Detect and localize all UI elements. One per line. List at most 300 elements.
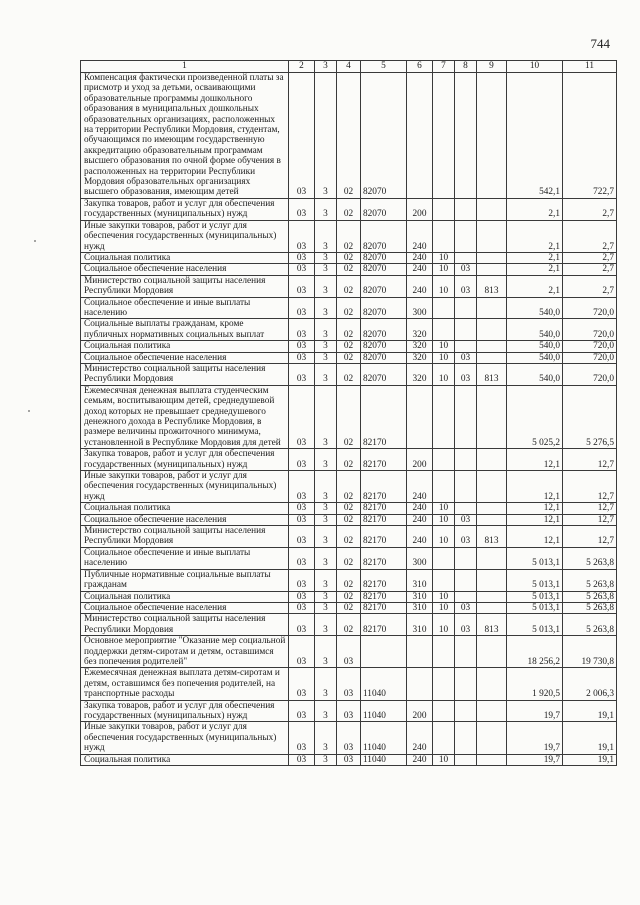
- row-c4: 02: [337, 252, 361, 263]
- row-c3: 3: [315, 503, 337, 514]
- row-c6: 240: [407, 275, 433, 297]
- row-c2: 03: [289, 700, 315, 722]
- row-c2: 03: [289, 668, 315, 700]
- row-c2: 03: [289, 722, 315, 754]
- row-c5: 82170: [361, 471, 407, 503]
- row-c4: 02: [337, 352, 361, 363]
- table-row: [81, 352, 617, 363]
- row-c5: 11040: [361, 722, 407, 754]
- row-c10: 5 013,1: [507, 547, 563, 569]
- row-c8: 03: [455, 602, 477, 613]
- row-c7: [433, 722, 455, 754]
- row-c5: 82170: [361, 614, 407, 636]
- table-body: [81, 73, 617, 766]
- row-c10: 12,1: [507, 514, 563, 525]
- row-c2: 03: [289, 449, 315, 471]
- row-c11: 12,7: [563, 471, 617, 503]
- row-c7: 10: [433, 341, 455, 352]
- row-c5: 82170: [361, 602, 407, 613]
- row-description: Компенсация фактически произведенной платы за присмотр и уход за детьми, осваивающими образовательные программы дошкольного образования в муниципальных дошкольных образовательных организациях, расположенных на территории Республики Мордовия, студентам, обучающимся по имеющим государственную аккредитацию образовательным программам высшего образования по очной форме обучения в расположенных на территории Республики Мордовия образовательных организациях высшего образования, имеющим детей: [81, 73, 289, 199]
- row-c4: 03: [337, 668, 361, 700]
- row-c3: 3: [315, 526, 337, 548]
- row-c8: [455, 73, 477, 199]
- row-c4: 03: [337, 636, 361, 668]
- row-c3: 3: [315, 275, 337, 297]
- header-cell: 4: [337, 61, 361, 73]
- row-c11: 720,0: [563, 341, 617, 352]
- row-c4: 02: [337, 591, 361, 602]
- row-c4: 02: [337, 385, 361, 448]
- row-c6: 310: [407, 591, 433, 602]
- row-c9: [477, 636, 507, 668]
- row-c2: 03: [289, 297, 315, 319]
- row-c7: [433, 198, 455, 220]
- table-row: [81, 668, 617, 700]
- row-c6: 240: [407, 754, 433, 765]
- header-row: [81, 61, 617, 73]
- row-c6: 240: [407, 264, 433, 275]
- row-c10: 540,0: [507, 352, 563, 363]
- table-row: [81, 363, 617, 385]
- table-row: [81, 547, 617, 569]
- row-c8: [455, 297, 477, 319]
- row-c10: 12,1: [507, 471, 563, 503]
- row-c11: 12,7: [563, 449, 617, 471]
- row-c3: 3: [315, 297, 337, 319]
- row-c5: 82070: [361, 363, 407, 385]
- header-cell: 8: [455, 61, 477, 73]
- scan-speck: [28, 410, 30, 412]
- row-c9: [477, 722, 507, 754]
- row-c2: 03: [289, 614, 315, 636]
- row-c3: 3: [315, 591, 337, 602]
- row-c10: 19,7: [507, 754, 563, 765]
- row-description: Ежемесячная денежная выплата детям-сиротам и детям, оставшимся без попечения родителей, на транспортные расходы: [81, 668, 289, 700]
- row-c9: [477, 569, 507, 591]
- row-c9: 813: [477, 526, 507, 548]
- budget-table: [80, 60, 617, 766]
- header-cell: 5: [361, 61, 407, 73]
- row-c9: [477, 297, 507, 319]
- row-c6: 310: [407, 614, 433, 636]
- row-c11: 5 276,5: [563, 385, 617, 448]
- row-c6: 200: [407, 449, 433, 471]
- row-c7: 10: [433, 352, 455, 363]
- header-cell: 3: [315, 61, 337, 73]
- row-c2: 03: [289, 264, 315, 275]
- row-c5: 82170: [361, 385, 407, 448]
- row-c11: 19,1: [563, 754, 617, 765]
- row-c5: 11040: [361, 668, 407, 700]
- row-c2: 03: [289, 385, 315, 448]
- row-description: Социальное обеспечение населения: [81, 602, 289, 613]
- row-c6: 320: [407, 352, 433, 363]
- row-c2: 03: [289, 602, 315, 613]
- row-c7: 10: [433, 363, 455, 385]
- row-c8: [455, 449, 477, 471]
- row-c9: [477, 668, 507, 700]
- row-c5: 11040: [361, 700, 407, 722]
- table-row: [81, 602, 617, 613]
- row-c4: 02: [337, 264, 361, 275]
- table-row: [81, 614, 617, 636]
- row-c10: 2,1: [507, 264, 563, 275]
- row-c8: 03: [455, 352, 477, 363]
- row-c9: [477, 220, 507, 252]
- row-c2: 03: [289, 754, 315, 765]
- row-description: Социальное обеспечение населения: [81, 514, 289, 525]
- row-c10: 19,7: [507, 700, 563, 722]
- row-c9: [477, 341, 507, 352]
- row-c4: 02: [337, 602, 361, 613]
- row-c6: 240: [407, 503, 433, 514]
- row-c3: 3: [315, 352, 337, 363]
- row-c11: 2,7: [563, 252, 617, 263]
- row-c4: 02: [337, 363, 361, 385]
- row-c3: 3: [315, 73, 337, 199]
- row-c4: 03: [337, 754, 361, 765]
- row-c2: 03: [289, 319, 315, 341]
- row-c9: [477, 252, 507, 263]
- row-c11: 12,7: [563, 514, 617, 525]
- page-number: 744: [590, 36, 610, 51]
- row-description: Министерство социальной защиты населения Республики Мордовия: [81, 363, 289, 385]
- row-description: Социальная политика: [81, 252, 289, 263]
- row-c9: [477, 754, 507, 765]
- row-c11: 720,0: [563, 297, 617, 319]
- row-description: Социальная политика: [81, 591, 289, 602]
- table-row: [81, 297, 617, 319]
- row-c3: 3: [315, 722, 337, 754]
- row-c9: [477, 352, 507, 363]
- row-description: Социальные выплаты гражданам, кроме публичных нормативных социальных выплат: [81, 319, 289, 341]
- row-c7: [433, 700, 455, 722]
- header-cell: 11: [563, 61, 617, 73]
- row-c10: 542,1: [507, 73, 563, 199]
- table-row: [81, 73, 617, 199]
- row-description: Иные закупки товаров, работ и услуг для обеспечения государственных (муниципальных) нужд: [81, 722, 289, 754]
- table-row: [81, 503, 617, 514]
- row-c7: 10: [433, 754, 455, 765]
- table-row: [81, 385, 617, 448]
- row-c7: 10: [433, 591, 455, 602]
- table-row: [81, 220, 617, 252]
- row-c2: 03: [289, 503, 315, 514]
- header-cell: 2: [289, 61, 315, 73]
- row-c8: [455, 591, 477, 602]
- row-c8: [455, 569, 477, 591]
- row-c10: 5 025,2: [507, 385, 563, 448]
- table-row: [81, 636, 617, 668]
- row-c2: 03: [289, 73, 315, 199]
- row-c3: 3: [315, 198, 337, 220]
- row-c7: 10: [433, 614, 455, 636]
- row-c4: 02: [337, 73, 361, 199]
- row-c11: 19 730,8: [563, 636, 617, 668]
- row-c2: 03: [289, 352, 315, 363]
- row-c6: 240: [407, 252, 433, 263]
- row-c8: [455, 198, 477, 220]
- row-c7: 10: [433, 503, 455, 514]
- row-c4: 02: [337, 526, 361, 548]
- row-c7: [433, 297, 455, 319]
- table-row: [81, 591, 617, 602]
- row-c3: 3: [315, 602, 337, 613]
- row-c11: 5 263,8: [563, 591, 617, 602]
- row-c5: 82170: [361, 514, 407, 525]
- row-c11: 720,0: [563, 363, 617, 385]
- row-c10: 2,1: [507, 252, 563, 263]
- table-row: [81, 252, 617, 263]
- row-c10: 2,1: [507, 198, 563, 220]
- row-description: Ежемесячная денежная выплата студенческим семьям, воспитывающим детей, среднедушевой доход которых не превышает среднедушевого денежного дохода в Республике Мордовия, в размере величины прожиточного минимума, установленной в Республике Мордовия для детей: [81, 385, 289, 448]
- row-c9: [477, 264, 507, 275]
- table-row: [81, 471, 617, 503]
- row-description: Социальное обеспечение и иные выплаты населению: [81, 547, 289, 569]
- row-c4: 02: [337, 449, 361, 471]
- row-c10: 540,0: [507, 319, 563, 341]
- row-c8: 03: [455, 526, 477, 548]
- row-c7: 10: [433, 602, 455, 613]
- row-c4: 02: [337, 341, 361, 352]
- row-c6: [407, 73, 433, 199]
- row-c10: 5 013,1: [507, 591, 563, 602]
- row-c9: 813: [477, 614, 507, 636]
- row-c6: [407, 636, 433, 668]
- table-row: [81, 319, 617, 341]
- row-c11: 12,7: [563, 526, 617, 548]
- row-c11: 12,7: [563, 503, 617, 514]
- row-c7: [433, 220, 455, 252]
- row-c7: 10: [433, 275, 455, 297]
- row-c8: [455, 636, 477, 668]
- row-c5: 82070: [361, 252, 407, 263]
- header-cell: 7: [433, 61, 455, 73]
- row-c8: [455, 722, 477, 754]
- row-description: Социальное обеспечение населения: [81, 264, 289, 275]
- row-description: Министерство социальной защиты населения Республики Мордовия: [81, 275, 289, 297]
- table-row: [81, 514, 617, 525]
- row-c5: 82170: [361, 503, 407, 514]
- table-row: [81, 264, 617, 275]
- row-c3: 3: [315, 252, 337, 263]
- table-row: [81, 700, 617, 722]
- row-c7: [433, 449, 455, 471]
- row-c5: 82170: [361, 526, 407, 548]
- row-c4: 02: [337, 220, 361, 252]
- row-c7: 10: [433, 526, 455, 548]
- row-c11: 2,7: [563, 198, 617, 220]
- scan-speck: [34, 240, 36, 242]
- row-c6: 240: [407, 722, 433, 754]
- row-c4: 03: [337, 700, 361, 722]
- row-c3: 3: [315, 569, 337, 591]
- row-c9: [477, 514, 507, 525]
- row-c10: 540,0: [507, 341, 563, 352]
- row-c7: 10: [433, 514, 455, 525]
- row-c5: 82070: [361, 352, 407, 363]
- row-c11: 722,7: [563, 73, 617, 199]
- row-c3: 3: [315, 319, 337, 341]
- row-description: Основное мероприятие "Оказание мер социальной поддержки детям-сиротам и детям, оставшимся без попечения родителей": [81, 636, 289, 668]
- header-cell: 6: [407, 61, 433, 73]
- row-c9: [477, 591, 507, 602]
- row-c3: 3: [315, 636, 337, 668]
- row-c8: [455, 668, 477, 700]
- row-description: Закупка товаров, работ и услуг для обеспечения государственных (муниципальных) нужд: [81, 198, 289, 220]
- row-c6: 240: [407, 514, 433, 525]
- row-c8: 03: [455, 614, 477, 636]
- row-c4: 02: [337, 297, 361, 319]
- row-c8: [455, 220, 477, 252]
- row-description: Закупка товаров, работ и услуг для обеспечения государственных (муниципальных) нужд: [81, 449, 289, 471]
- row-c5: 82070: [361, 73, 407, 199]
- row-c10: 540,0: [507, 363, 563, 385]
- row-c10: 2,1: [507, 275, 563, 297]
- row-description: Иные закупки товаров, работ и услуг для обеспечения государственных (муниципальных) нужд: [81, 471, 289, 503]
- row-c5: 82170: [361, 547, 407, 569]
- row-c7: [433, 471, 455, 503]
- row-c8: [455, 547, 477, 569]
- row-c7: 10: [433, 264, 455, 275]
- table-row: [81, 754, 617, 765]
- row-c8: [455, 700, 477, 722]
- row-c10: 19,7: [507, 722, 563, 754]
- row-c3: 3: [315, 220, 337, 252]
- row-c6: 240: [407, 220, 433, 252]
- row-c8: [455, 503, 477, 514]
- row-c4: 02: [337, 198, 361, 220]
- row-c10: 12,1: [507, 449, 563, 471]
- row-c10: 1 920,5: [507, 668, 563, 700]
- row-c4: 03: [337, 722, 361, 754]
- row-c4: 02: [337, 514, 361, 525]
- row-c7: [433, 569, 455, 591]
- table-row: [81, 449, 617, 471]
- row-c5: 82070: [361, 275, 407, 297]
- header-cell: 1: [81, 61, 289, 73]
- table-row: [81, 722, 617, 754]
- row-description: Социальное обеспечение населения: [81, 352, 289, 363]
- row-c5: 82170: [361, 569, 407, 591]
- row-c5: 82170: [361, 449, 407, 471]
- row-c11: 720,0: [563, 319, 617, 341]
- row-c11: 19,1: [563, 722, 617, 754]
- row-c9: [477, 198, 507, 220]
- row-c3: 3: [315, 614, 337, 636]
- row-c11: 720,0: [563, 352, 617, 363]
- row-c3: 3: [315, 668, 337, 700]
- row-c8: [455, 471, 477, 503]
- row-c4: 02: [337, 547, 361, 569]
- row-c9: [477, 471, 507, 503]
- row-c8: [455, 341, 477, 352]
- row-c6: 320: [407, 341, 433, 352]
- row-c9: [477, 602, 507, 613]
- table-row: [81, 569, 617, 591]
- row-c11: 2,7: [563, 220, 617, 252]
- table-row: [81, 341, 617, 352]
- table-row: [81, 198, 617, 220]
- row-c5: 82170: [361, 591, 407, 602]
- row-c2: 03: [289, 220, 315, 252]
- row-c11: 5 263,8: [563, 614, 617, 636]
- row-c2: 03: [289, 514, 315, 525]
- row-c3: 3: [315, 471, 337, 503]
- row-c2: 03: [289, 341, 315, 352]
- row-c9: [477, 547, 507, 569]
- row-c6: 240: [407, 526, 433, 548]
- row-c6: 320: [407, 363, 433, 385]
- row-c8: [455, 252, 477, 263]
- row-c3: 3: [315, 547, 337, 569]
- row-description: Закупка товаров, работ и услуг для обеспечения государственных (муниципальных) нужд: [81, 700, 289, 722]
- row-c9: [477, 73, 507, 199]
- row-c2: 03: [289, 636, 315, 668]
- row-c6: 200: [407, 700, 433, 722]
- row-c3: 3: [315, 754, 337, 765]
- row-c7: [433, 668, 455, 700]
- row-c2: 03: [289, 275, 315, 297]
- row-description: Министерство социальной защиты населения Республики Мордовия: [81, 526, 289, 548]
- row-c4: 02: [337, 569, 361, 591]
- row-c8: [455, 754, 477, 765]
- row-c6: 240: [407, 471, 433, 503]
- row-c8: 03: [455, 275, 477, 297]
- header-cell: 9: [477, 61, 507, 73]
- row-c10: 12,1: [507, 503, 563, 514]
- row-c11: 2 006,3: [563, 668, 617, 700]
- row-c5: 82070: [361, 220, 407, 252]
- row-c8: [455, 385, 477, 448]
- row-c10: 5 013,1: [507, 569, 563, 591]
- row-c6: 200: [407, 198, 433, 220]
- row-description: Социальная политика: [81, 503, 289, 514]
- row-description: Социальная политика: [81, 341, 289, 352]
- row-c5: 82070: [361, 319, 407, 341]
- row-c2: 03: [289, 547, 315, 569]
- row-c5: 11040: [361, 754, 407, 765]
- row-c7: [433, 636, 455, 668]
- row-c5: 82070: [361, 297, 407, 319]
- row-c4: 02: [337, 319, 361, 341]
- row-c11: 5 263,8: [563, 569, 617, 591]
- row-c10: 2,1: [507, 220, 563, 252]
- row-c6: 310: [407, 569, 433, 591]
- row-c11: 5 263,8: [563, 547, 617, 569]
- row-c3: 3: [315, 341, 337, 352]
- row-c9: [477, 700, 507, 722]
- row-c9: [477, 503, 507, 514]
- row-c6: [407, 385, 433, 448]
- row-c2: 03: [289, 591, 315, 602]
- row-c7: [433, 73, 455, 199]
- row-c9: 813: [477, 275, 507, 297]
- row-c5: 82070: [361, 341, 407, 352]
- table-row: [81, 526, 617, 548]
- row-c8: 03: [455, 514, 477, 525]
- row-description: Социальное обеспечение и иные выплаты населению: [81, 297, 289, 319]
- row-c9: [477, 449, 507, 471]
- row-description: Министерство социальной защиты населения Республики Мордовия: [81, 614, 289, 636]
- row-description: Иные закупки товаров, работ и услуг для обеспечения государственных (муниципальных) нужд: [81, 220, 289, 252]
- row-c4: 02: [337, 275, 361, 297]
- row-c7: [433, 319, 455, 341]
- row-c10: 12,1: [507, 526, 563, 548]
- row-c8: 03: [455, 264, 477, 275]
- row-c4: 02: [337, 471, 361, 503]
- row-c3: 3: [315, 363, 337, 385]
